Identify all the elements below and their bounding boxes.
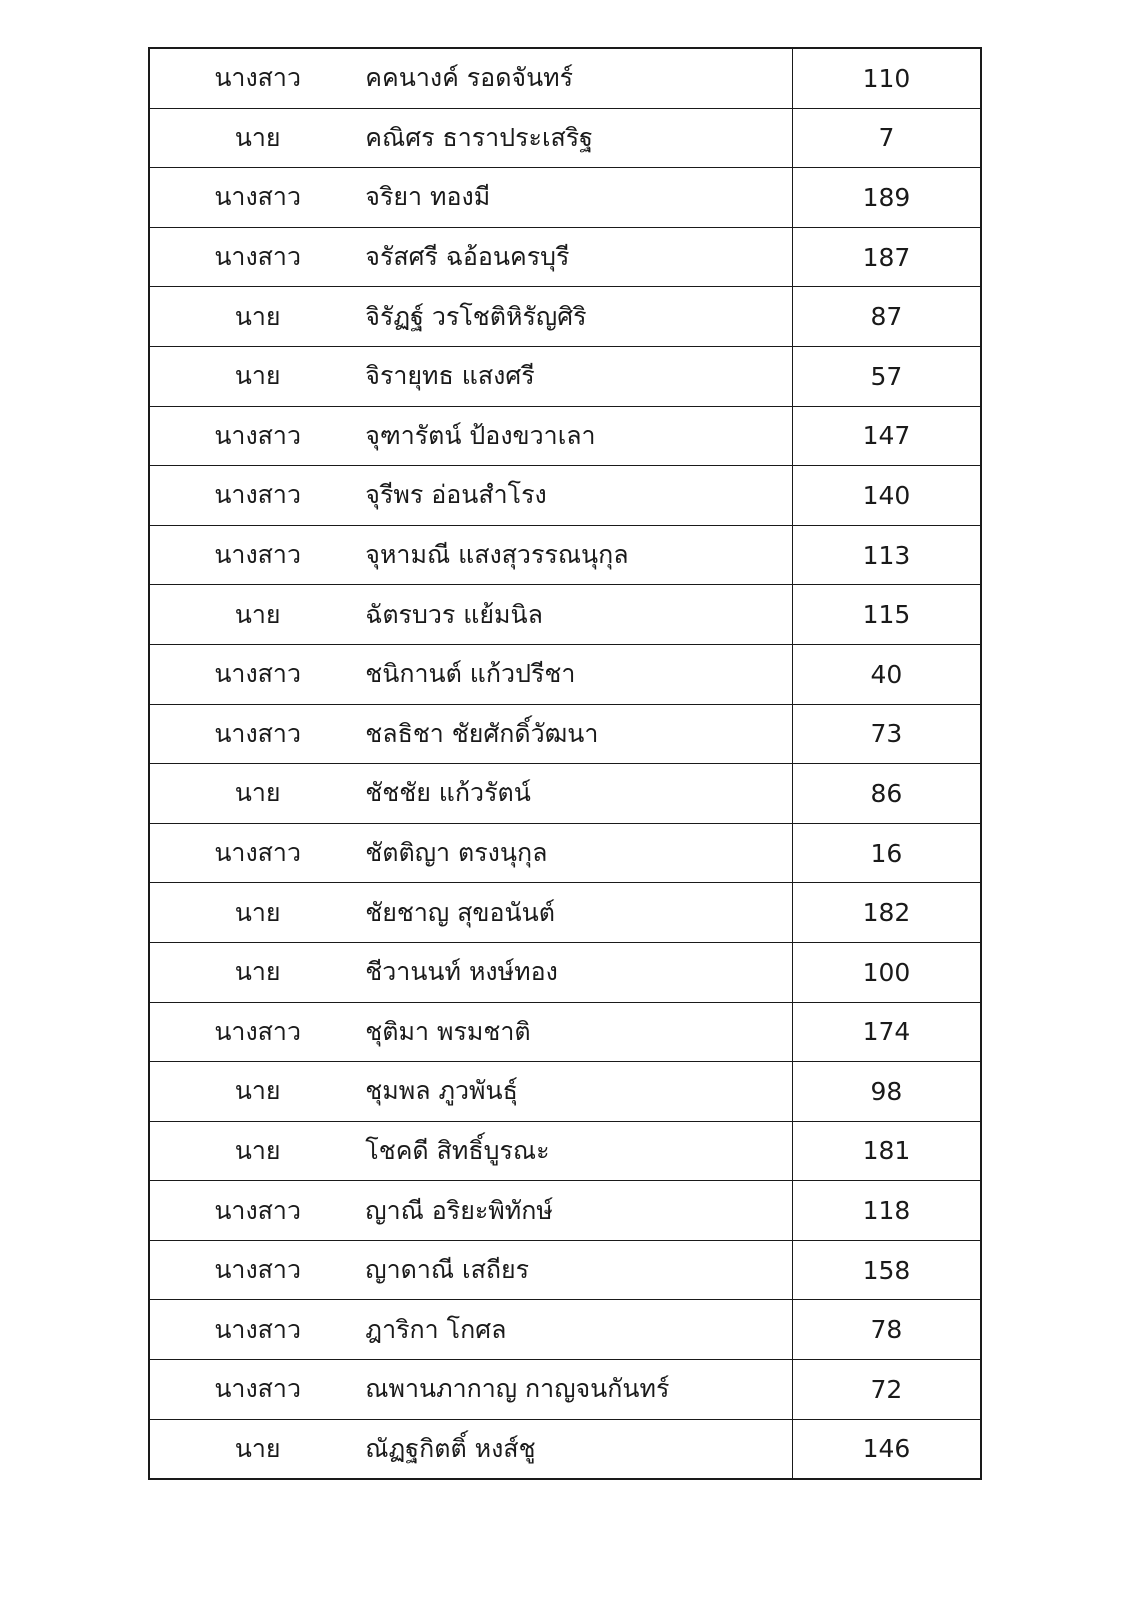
name-cell: โชคดี สิทธิ์บูรณะ: [365, 1121, 792, 1181]
number-cell: 78: [792, 1300, 981, 1360]
title-cell: นาย: [149, 1419, 365, 1479]
number-cell: 73: [792, 704, 981, 764]
name-cell: ชุติมา พรมชาติ: [365, 1002, 792, 1062]
table-row: [149, 883, 981, 943]
table-row: [149, 764, 981, 824]
number-cell: 174: [792, 1002, 981, 1062]
table-row: [149, 346, 981, 406]
table-row: [149, 1360, 981, 1420]
name-cell: ณพานภากาญ กาญจนกันทร์: [365, 1360, 792, 1420]
name-cell: ชีวานนท์ หงษ์ทอง: [365, 942, 792, 1002]
number-cell: 98: [792, 1062, 981, 1122]
title-cell: นางสาว: [149, 406, 365, 466]
table-row: [149, 1240, 981, 1300]
table-row: [149, 227, 981, 287]
table-row: [149, 1062, 981, 1122]
title-cell: นางสาว: [149, 1181, 365, 1241]
title-cell: นางสาว: [149, 466, 365, 526]
title-cell: นาย: [149, 585, 365, 645]
name-cell: ญาณี อริยะพิทักษ์: [365, 1181, 792, 1241]
table-row: [149, 287, 981, 347]
number-cell: 110: [792, 48, 981, 108]
table-row: [149, 1300, 981, 1360]
table-row: [149, 942, 981, 1002]
name-cell: จริยา ทองมี: [365, 168, 792, 228]
name-cell: ชนิกานต์ แก้วปรีชา: [365, 644, 792, 704]
table-row: [149, 168, 981, 228]
number-cell: 57: [792, 346, 981, 406]
table-row: [149, 1121, 981, 1181]
title-cell: นางสาว: [149, 168, 365, 228]
title-cell: นางสาว: [149, 525, 365, 585]
table-row: [149, 585, 981, 645]
name-list-table: [148, 47, 982, 1480]
title-cell: นางสาว: [149, 48, 365, 108]
table-row: [149, 1181, 981, 1241]
title-cell: นางสาว: [149, 1002, 365, 1062]
number-cell: 140: [792, 466, 981, 526]
title-cell: นาย: [149, 287, 365, 347]
table-row: [149, 704, 981, 764]
title-cell: นางสาว: [149, 1300, 365, 1360]
number-cell: 187: [792, 227, 981, 287]
title-cell: นางสาว: [149, 704, 365, 764]
number-cell: 16: [792, 823, 981, 883]
name-cell: จุหามณี แสงสุวรรณนุกุล: [365, 525, 792, 585]
title-cell: นาย: [149, 108, 365, 168]
table-row: [149, 1002, 981, 1062]
number-cell: 189: [792, 168, 981, 228]
number-cell: 181: [792, 1121, 981, 1181]
number-cell: 115: [792, 585, 981, 645]
number-cell: 100: [792, 942, 981, 1002]
name-cell: ชัชชัย แก้วรัตน์: [365, 764, 792, 824]
name-cell: คณิศร ธาราประเสริฐ: [365, 108, 792, 168]
table-row: [149, 466, 981, 526]
name-cell: ชัยชาญ สุขอนันต์: [365, 883, 792, 943]
table-row: [149, 406, 981, 466]
number-cell: 146: [792, 1419, 981, 1479]
title-cell: นางสาว: [149, 1360, 365, 1420]
name-cell: ฉัตรบวร แย้มนิล: [365, 585, 792, 645]
title-cell: นาย: [149, 764, 365, 824]
title-cell: นาย: [149, 1121, 365, 1181]
table-row: [149, 644, 981, 704]
number-cell: 113: [792, 525, 981, 585]
title-cell: นาย: [149, 1062, 365, 1122]
name-cell: ณัฏฐกิตติ์ หงส์ชู: [365, 1419, 792, 1479]
title-cell: นางสาว: [149, 227, 365, 287]
table-row: [149, 525, 981, 585]
table-row: [149, 108, 981, 168]
number-cell: 7: [792, 108, 981, 168]
number-cell: 158: [792, 1240, 981, 1300]
name-cell: ญาดาณี เสถียร: [365, 1240, 792, 1300]
name-cell: จิรัฏฐ์ วรโชติหิรัญศิริ: [365, 287, 792, 347]
name-cell: จรัสศรี ฉอ้อนครบุรี: [365, 227, 792, 287]
name-cell: คคนางค์ รอดจันทร์: [365, 48, 792, 108]
table-row: [149, 1419, 981, 1479]
name-cell: จุรีพร อ่อนสำโรง: [365, 466, 792, 526]
name-cell: ชัตติญา ตรงนุกุล: [365, 823, 792, 883]
number-cell: 72: [792, 1360, 981, 1420]
number-cell: 147: [792, 406, 981, 466]
number-cell: 86: [792, 764, 981, 824]
table-row: [149, 48, 981, 108]
name-cell: ชลธิชา ชัยศักดิ์วัฒนา: [365, 704, 792, 764]
number-cell: 118: [792, 1181, 981, 1241]
table-row: [149, 823, 981, 883]
title-cell: นางสาว: [149, 644, 365, 704]
title-cell: นาย: [149, 346, 365, 406]
title-cell: นาย: [149, 942, 365, 1002]
name-cell: จุฑารัตน์ ป้องขวาเลา: [365, 406, 792, 466]
number-cell: 182: [792, 883, 981, 943]
title-cell: นางสาว: [149, 1240, 365, 1300]
title-cell: นาย: [149, 883, 365, 943]
title-cell: นางสาว: [149, 823, 365, 883]
number-cell: 40: [792, 644, 981, 704]
name-cell: ชุมพล ภูวพันธุ์: [365, 1062, 792, 1122]
name-list-body: [149, 48, 981, 1479]
name-cell: จิรายุทธ แสงศรี: [365, 346, 792, 406]
number-cell: 87: [792, 287, 981, 347]
name-cell: ฎาริกา โกศล: [365, 1300, 792, 1360]
